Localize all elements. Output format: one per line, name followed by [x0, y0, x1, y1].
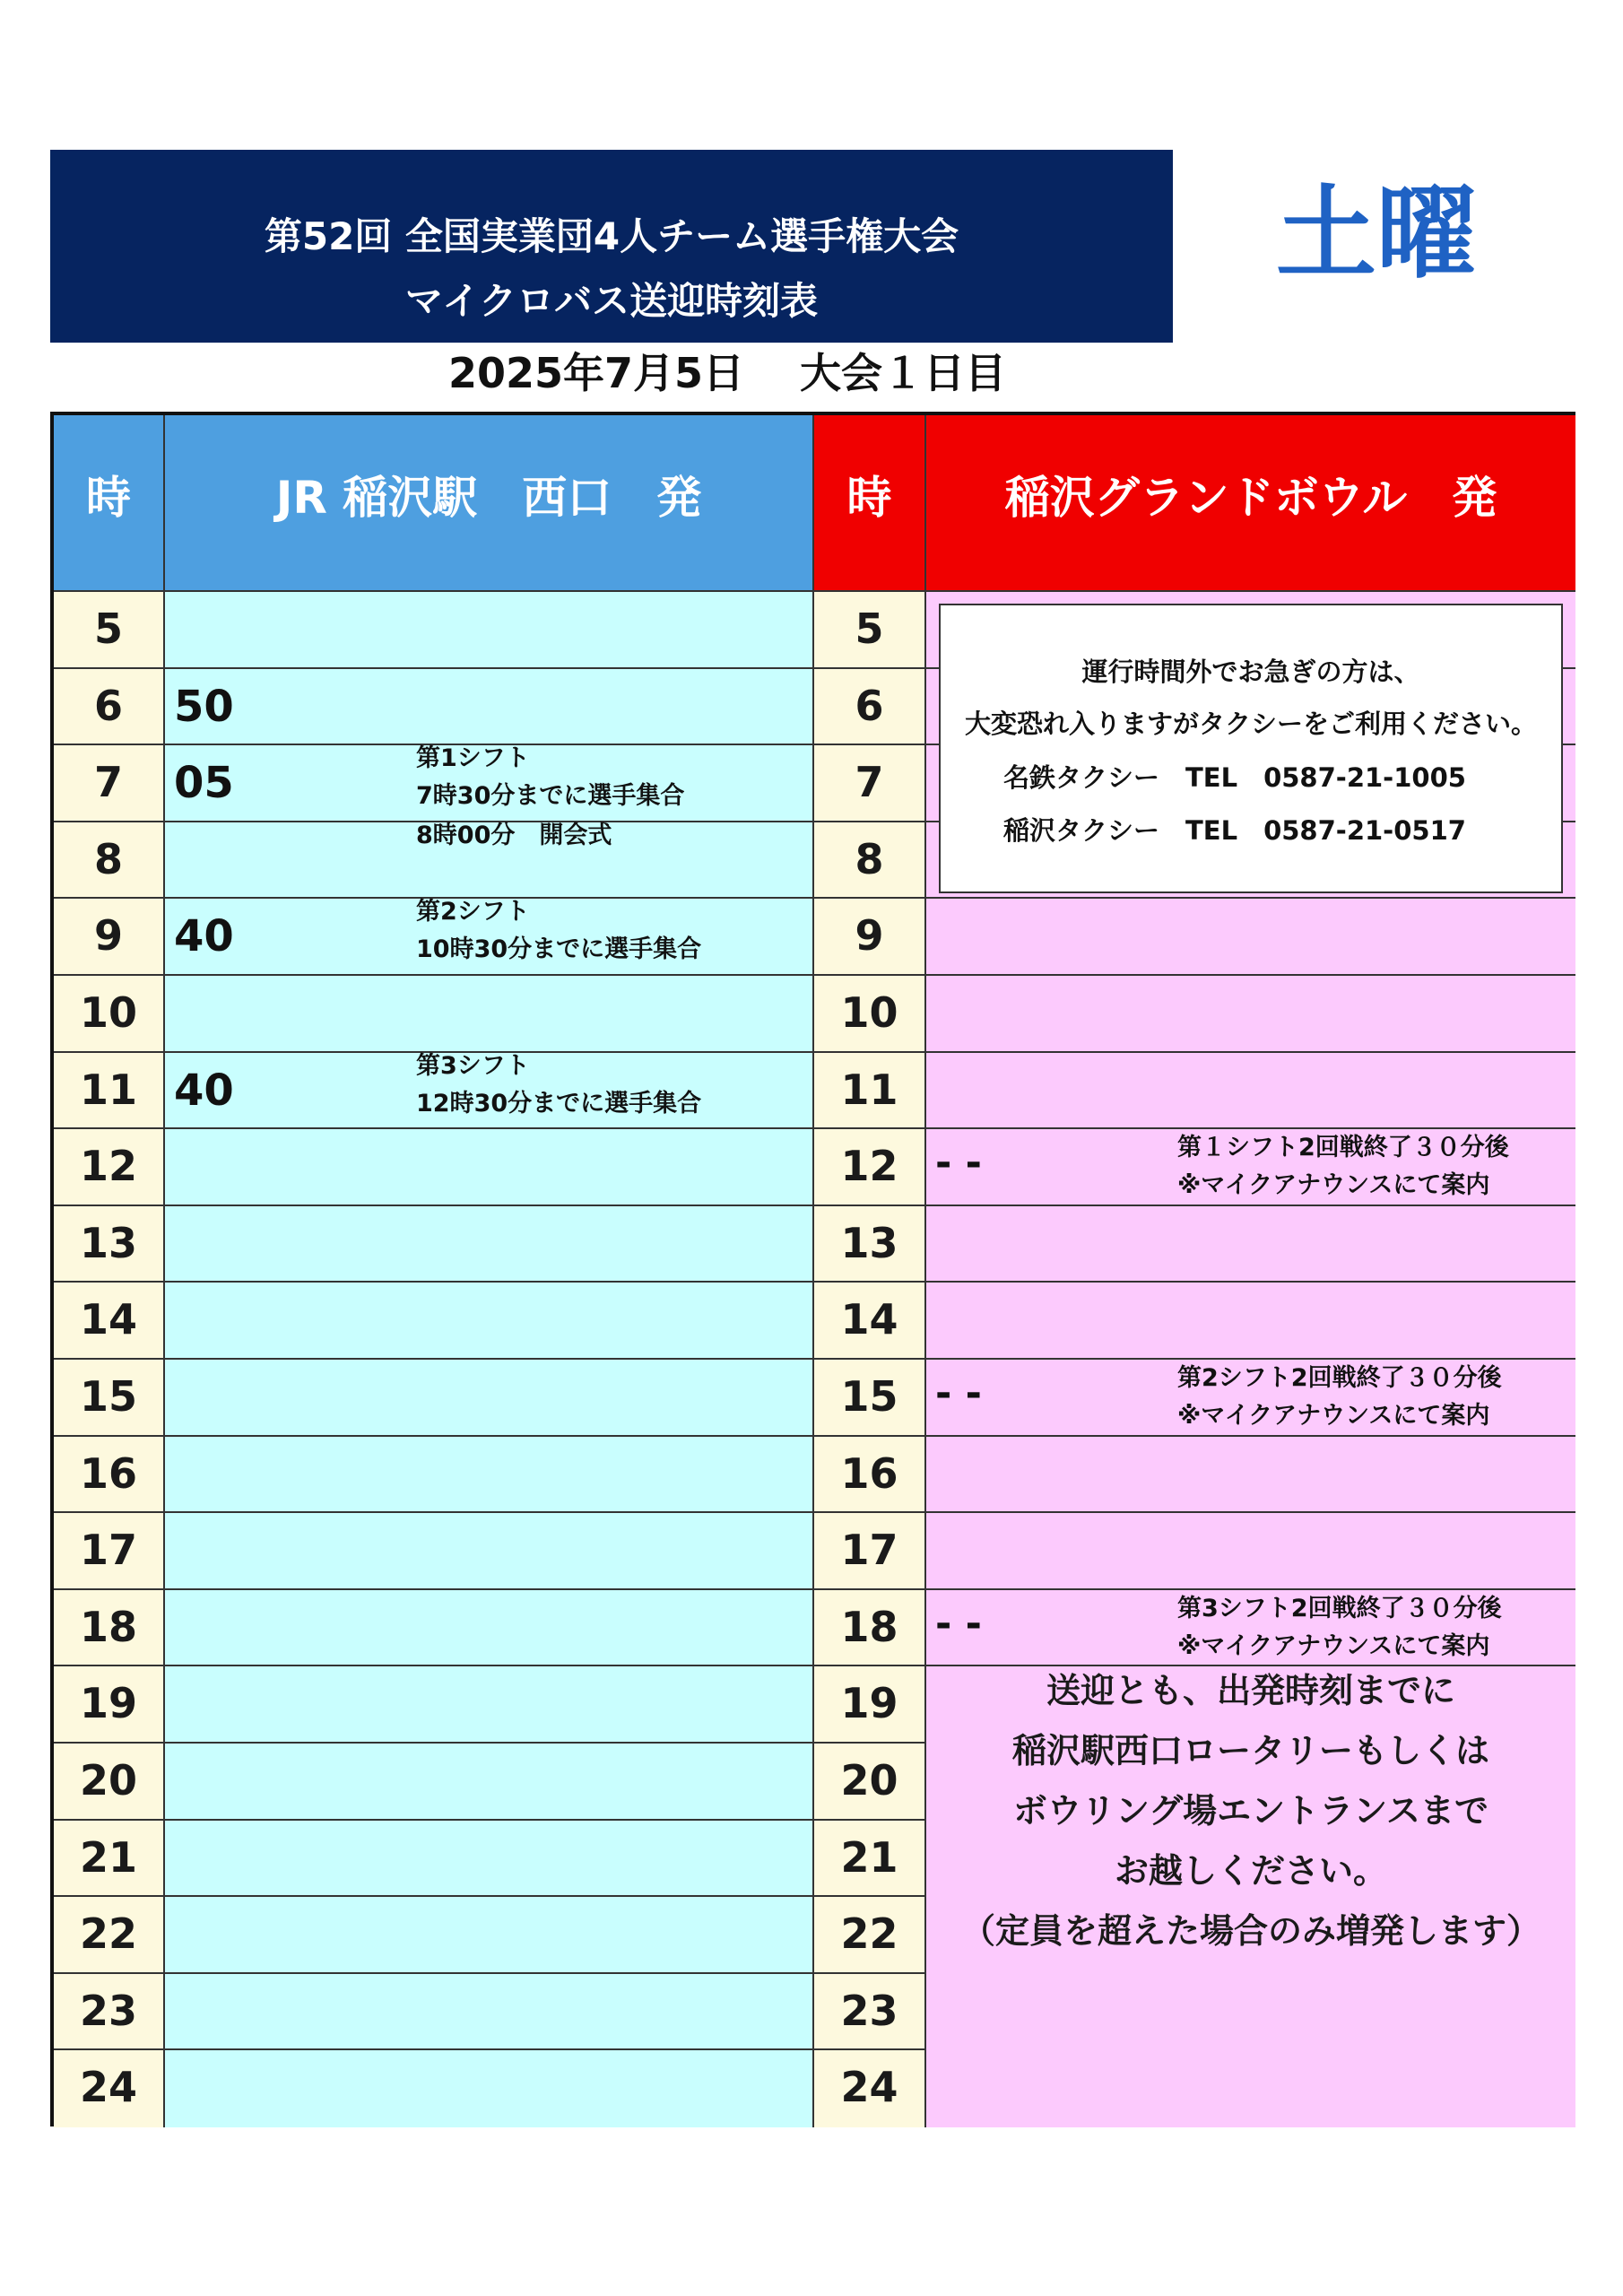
hour-cell-left — [54, 1283, 165, 1360]
left-time-cell — [165, 1206, 814, 1283]
info-line-1: 運行時間外でお急ぎの方は、 — [1081, 657, 1420, 687]
hour-label: 8 — [855, 834, 884, 883]
hour-cell-left — [54, 1129, 165, 1206]
left-hour-header — [54, 415, 165, 592]
hour-label: 24 — [840, 2063, 898, 2112]
hour-cell-left — [54, 592, 165, 669]
return-note-b: ※マイクアナウンスにて案内 — [1177, 1402, 1490, 1430]
left-time-cell — [165, 1437, 814, 1514]
hour-label: 13 — [840, 1218, 898, 1267]
left-time-cell — [165, 1513, 814, 1590]
left-time-cell — [165, 669, 814, 746]
right-time-cell — [926, 1053, 1575, 1130]
hour-label: 7 — [855, 758, 884, 807]
hour-cell-right — [814, 1590, 926, 1667]
hour-cell-left — [54, 976, 165, 1053]
left-time-cell — [165, 1590, 814, 1667]
hour-label: 16 — [840, 1448, 898, 1498]
notice-line-4: お越しください。 — [1114, 1851, 1387, 1891]
hour-cell-left — [54, 1897, 165, 1974]
hour-label: 9 — [93, 911, 123, 961]
hour-cell-right — [814, 1283, 926, 1360]
left-time-cell — [165, 1974, 814, 2051]
event-date: 2025年7月5日 大会１日目 — [448, 349, 1007, 397]
hour-cell-left — [54, 1744, 165, 1821]
left-station-header-label: JR 稲沢駅 西口 発 — [275, 472, 702, 524]
hour-label: 8 — [93, 834, 123, 883]
hour-label: 18 — [840, 1602, 898, 1651]
left-time-cell — [165, 1666, 814, 1744]
hour-label: 14 — [840, 1295, 898, 1344]
hour-label: 11 — [840, 1065, 898, 1114]
shift2-assembly: 10時30分までに選手集合 — [416, 935, 702, 964]
hour-label: 5 — [855, 604, 884, 653]
right-time-cell — [926, 899, 1575, 976]
hour-label: 20 — [79, 1756, 137, 1805]
departure-minute: 40 — [174, 911, 234, 962]
hour-cell-right — [814, 1897, 926, 1974]
return-note-a: 第2シフト2回戦終了３０分後 — [1177, 1364, 1502, 1392]
departure-minute: 50 — [174, 681, 234, 732]
title-banner — [50, 150, 1173, 343]
hour-cell-left — [54, 1437, 165, 1514]
hour-label: 15 — [840, 1372, 898, 1421]
hour-label: 23 — [840, 1986, 898, 2035]
hour-cell-left — [54, 1206, 165, 1283]
notice-line-2: 稲沢駅西口ロータリーもしくは — [1011, 1731, 1489, 1770]
right-time-cell — [926, 976, 1575, 1053]
hour-label: 21 — [79, 1832, 137, 1882]
taxi-info-box — [939, 604, 1563, 893]
right-time-cell — [926, 1513, 1575, 1590]
return-note-b: ※マイクアナウンスにて案内 — [1177, 1171, 1490, 1200]
hour-label: 19 — [840, 1679, 898, 1728]
hour-label: 19 — [79, 1679, 137, 1728]
hour-label: 18 — [79, 1602, 137, 1651]
hour-cell-right — [814, 669, 926, 746]
hour-label: 22 — [840, 1909, 898, 1959]
return-note-b: ※マイクアナウンスにて案内 — [1177, 1631, 1490, 1660]
hour-cell-right — [814, 1821, 926, 1898]
hour-label: 7 — [93, 758, 123, 807]
hour-cell-left — [54, 1590, 165, 1667]
pickup-notice — [925, 1661, 1576, 2124]
hour-cell-left — [54, 1053, 165, 1130]
right-time-cell — [926, 1590, 1575, 1667]
hour-cell-right — [814, 2050, 926, 2127]
hour-label: 6 — [855, 681, 884, 730]
hour-cell-left — [54, 2050, 165, 2127]
shift1-label: 第1シフト — [416, 744, 530, 773]
right-bowl-header-label: 稲沢グランドボウル 発 — [1004, 472, 1497, 524]
left-time-cell — [165, 1360, 814, 1437]
day-of-week: 土曜 — [1276, 176, 1477, 292]
shift2-label: 第2シフト — [416, 898, 530, 926]
hour-cell-right — [814, 1360, 926, 1437]
hour-cell-right — [814, 976, 926, 1053]
hour-label: 10 — [79, 988, 137, 1037]
hour-cell-right — [814, 1744, 926, 1821]
right-time-cell — [926, 1129, 1575, 1206]
hour-cell-left — [54, 822, 165, 900]
left-time-cell — [165, 592, 814, 669]
event-title: 第52回 全国実業団4人チーム選手権大会 — [264, 214, 959, 258]
hour-cell-right — [814, 899, 926, 976]
shift3-label: 第3シフト — [416, 1051, 530, 1080]
return-note-a: 第１シフト2回戦終了３０分後 — [1177, 1134, 1509, 1162]
hour-label: 17 — [840, 1526, 898, 1575]
hour-label: 16 — [79, 1448, 137, 1498]
departure-minute: 40 — [174, 1065, 234, 1116]
taxi-meitetsu: 名鉄タクシー TEL 0587-21-1005 — [1003, 762, 1466, 793]
right-hour-header-label: 時 — [846, 472, 892, 524]
hour-cell-right — [814, 1974, 926, 2051]
hour-cell-left — [54, 899, 165, 976]
hour-cell-right — [814, 822, 926, 900]
right-time-cell — [926, 1360, 1575, 1437]
hour-cell-right — [814, 1666, 926, 1744]
shift1-ceremony: 8時00分 開会式 — [416, 821, 612, 849]
hour-label: 6 — [93, 681, 123, 730]
left-time-cell — [165, 1821, 814, 1898]
departure-dash: - - — [935, 1600, 982, 1647]
hour-cell-right — [814, 745, 926, 822]
shift1-assembly: 7時30分までに選手集合 — [416, 782, 685, 811]
hour-label: 24 — [79, 2063, 137, 2112]
return-note-a: 第3シフト2回戦終了３０分後 — [1177, 1594, 1502, 1622]
left-station-header — [165, 415, 814, 592]
schedule-title: マイクロバス送迎時刻表 — [404, 279, 819, 323]
hour-label: 5 — [93, 604, 123, 653]
hour-label: 12 — [840, 1142, 898, 1191]
hour-cell-right — [814, 1437, 926, 1514]
right-time-cell — [926, 1206, 1575, 1283]
hour-label: 11 — [79, 1065, 137, 1114]
hour-cell-right — [814, 1053, 926, 1130]
hour-cell-left — [54, 1360, 165, 1437]
hour-label: 23 — [79, 1986, 137, 2035]
hour-cell-left — [54, 1821, 165, 1898]
hour-label: 13 — [79, 1218, 137, 1267]
left-time-cell — [165, 1283, 814, 1360]
right-time-cell — [926, 1437, 1575, 1514]
left-time-cell — [165, 1129, 814, 1206]
hour-label: 15 — [79, 1372, 137, 1421]
left-time-cell — [165, 976, 814, 1053]
departure-minute: 05 — [174, 758, 234, 809]
hour-cell-left — [54, 669, 165, 746]
right-bowl-header — [926, 415, 1575, 592]
hour-label: 10 — [840, 988, 898, 1037]
departure-dash: - - — [935, 1370, 982, 1416]
hour-label: 9 — [855, 911, 884, 961]
hour-cell-left — [54, 1666, 165, 1744]
hour-cell-right — [814, 1206, 926, 1283]
notice-line-1: 送迎とも、出発時刻までに — [1046, 1671, 1455, 1710]
notice-line-3: ボウリング場エントランスまで — [1012, 1791, 1489, 1831]
departure-dash: - - — [935, 1140, 982, 1187]
hour-cell-right — [814, 1513, 926, 1590]
hour-label: 20 — [840, 1756, 898, 1805]
left-time-cell — [165, 2050, 814, 2127]
hour-label: 22 — [79, 1909, 137, 1959]
taxi-inazawa: 稲沢タクシー TEL 0587-21-0517 — [1003, 815, 1466, 846]
hour-cell-left — [54, 1513, 165, 1590]
right-hour-header — [814, 415, 926, 592]
hour-cell-right — [814, 1129, 926, 1206]
left-hour-header-label: 時 — [86, 472, 131, 524]
right-time-cell — [926, 1283, 1575, 1360]
hour-label: 17 — [79, 1526, 137, 1575]
shift3-assembly: 12時30分までに選手集合 — [416, 1089, 702, 1118]
hour-label: 12 — [79, 1142, 137, 1191]
notice-line-5: （定員を超えた場合のみ増発します） — [960, 1911, 1541, 1951]
hour-cell-left — [54, 745, 165, 822]
left-time-cell — [165, 1744, 814, 1821]
left-time-cell — [165, 1897, 814, 1974]
hour-label: 14 — [79, 1295, 137, 1344]
info-line-2: 大変恐れ入りますがタクシーをご利用ください。 — [964, 709, 1537, 739]
hour-label: 21 — [840, 1832, 898, 1882]
hour-cell-left — [54, 1974, 165, 2051]
hour-cell-right — [814, 592, 926, 669]
